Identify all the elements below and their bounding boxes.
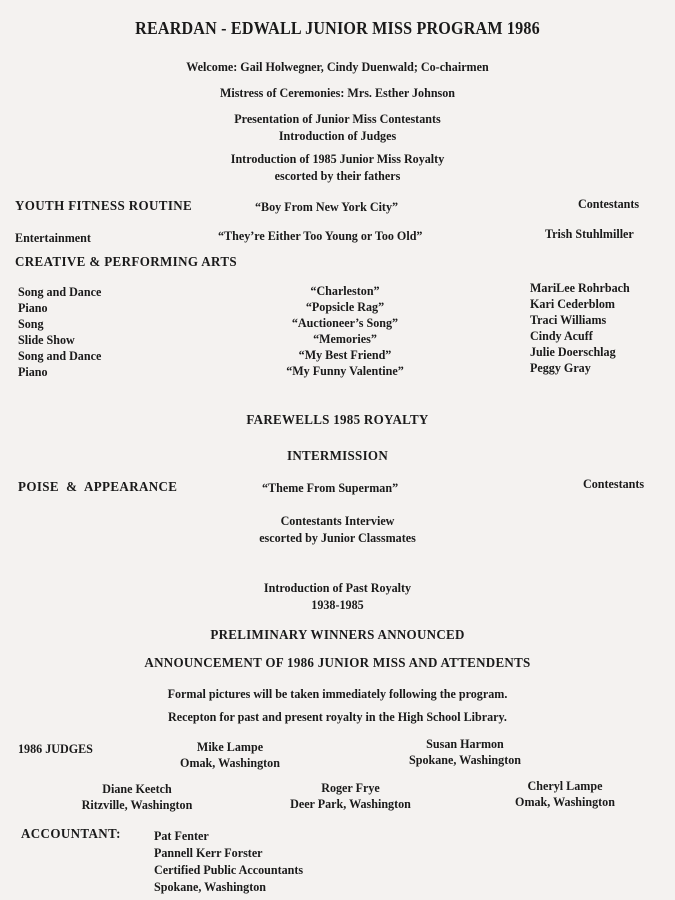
reception-note: Recepton for past and present royalty in the High School Library. bbox=[168, 709, 507, 724]
accountant-name: Pat Fenter bbox=[154, 828, 209, 843]
judge-city: Omak, Washington bbox=[180, 755, 280, 770]
act-title: “My Best Friend” bbox=[298, 347, 392, 362]
act-type: Piano bbox=[18, 300, 48, 315]
youth-fitness-performer: Contestants bbox=[578, 196, 640, 211]
past-royalty-years: 1938-1985 bbox=[311, 597, 364, 612]
act-type: Song bbox=[18, 316, 44, 331]
act-performer: Peggy Gray bbox=[530, 360, 591, 375]
judge-name: Cheryl Lampe bbox=[527, 778, 603, 793]
interview-line: Contestants Interview bbox=[280, 513, 395, 528]
entertainment-song: “They’re Either Too Young or Too Old” bbox=[218, 228, 423, 243]
poise-song: “Theme From Superman” bbox=[262, 480, 399, 495]
preliminary-heading: PRELIMINARY WINNERS ANNOUNCED bbox=[210, 628, 465, 643]
youth-fitness-song: “Boy From New York City” bbox=[255, 199, 399, 214]
act-performer: Traci Williams bbox=[530, 312, 607, 327]
youth-fitness-label: YOUTH FITNESS ROUTINE bbox=[15, 199, 193, 214]
act-title: “Auctioneer’s Song” bbox=[291, 315, 399, 330]
welcome-line: Welcome: Gail Holwegner, Cindy Duenwald; Co-chairmen bbox=[186, 59, 489, 74]
entertainment-label: Entertainment bbox=[15, 230, 91, 245]
accountant-label: ACCOUNTANT: bbox=[21, 827, 121, 842]
judges-intro-line: Introduction of Judges bbox=[278, 128, 397, 143]
act-title: “Memories” bbox=[313, 331, 377, 346]
judge-city: Omak, Washington bbox=[515, 794, 615, 809]
act-title: “My Funny Valentine” bbox=[286, 363, 404, 378]
judges-label: 1986 JUDGES bbox=[18, 741, 93, 756]
act-type: Song and Dance bbox=[18, 284, 102, 299]
act-performer: Julie Doerschlag bbox=[530, 344, 616, 359]
intermission-heading: INTERMISSION bbox=[286, 449, 389, 464]
announcement-heading: ANNOUNCEMENT OF 1986 JUNIOR MISS AND ATTENDENTS bbox=[144, 656, 531, 671]
act-title: “Popsicle Rag” bbox=[305, 299, 385, 314]
judge bbox=[165, 739, 295, 771]
creative-arts-heading: CREATIVE & PERFORMING ARTS bbox=[15, 255, 238, 270]
act-title: “Charleston” bbox=[310, 283, 380, 298]
act-performer: MariLee Rohrbach bbox=[530, 280, 630, 295]
judge-name: Roger Frye bbox=[321, 780, 380, 795]
act-types-column bbox=[18, 284, 101, 380]
pictures-note: Formal pictures will be taken immediately following the program. bbox=[167, 686, 508, 701]
entertainment-performer: Trish Stuhlmiller bbox=[545, 226, 634, 241]
past-royalty-line: Introduction of Past Royalty bbox=[263, 580, 412, 595]
judge bbox=[495, 778, 635, 810]
judge-name: Diane Keetch bbox=[102, 781, 172, 796]
farewells-heading: FAREWELLS 1985 ROYALTY bbox=[246, 413, 429, 428]
accountant-details bbox=[154, 827, 303, 895]
mistress-line: Mistress of Ceremonies: Mrs. Esther Johnson bbox=[219, 85, 456, 100]
act-performer: Kari Cederblom bbox=[530, 296, 615, 311]
judge-city: Spokane, Washington bbox=[408, 752, 522, 767]
act-type: Piano bbox=[18, 364, 48, 379]
accountant-city: Spokane, Washington bbox=[154, 879, 267, 894]
poise-label: POISE & APPEARANCE bbox=[18, 480, 178, 495]
interview-escort-line: escorted by Junior Classmates bbox=[259, 530, 416, 545]
judge bbox=[395, 736, 535, 768]
accountant-title: Certified Public Accountants bbox=[154, 862, 304, 877]
judge-city: Ritzville, Washington bbox=[81, 797, 193, 812]
judge-name: Susan Harmon bbox=[426, 736, 504, 751]
royalty-escort-line: escorted by their fathers bbox=[274, 168, 401, 183]
royalty-intro-line: Introduction of 1985 Junior Miss Royalty bbox=[230, 151, 445, 166]
act-performers-column bbox=[530, 280, 630, 376]
judge bbox=[67, 781, 207, 813]
judge bbox=[274, 780, 427, 812]
judge-city: Deer Park, Washington bbox=[290, 796, 411, 811]
program-title: REARDAN - EDWALL JUNIOR MISS PROGRAM 1986 bbox=[135, 18, 540, 38]
act-type: Slide Show bbox=[18, 332, 75, 347]
poise-performer: Contestants bbox=[583, 476, 645, 491]
act-type: Song and Dance bbox=[18, 348, 102, 363]
judge-name: Mike Lampe bbox=[196, 739, 264, 754]
act-titles-column bbox=[252, 283, 438, 379]
accountant-firm: Pannell Kerr Forster bbox=[154, 845, 263, 860]
act-performer: Cindy Acuff bbox=[530, 328, 593, 343]
presentation-line: Presentation of Junior Miss Contestants bbox=[234, 111, 441, 126]
